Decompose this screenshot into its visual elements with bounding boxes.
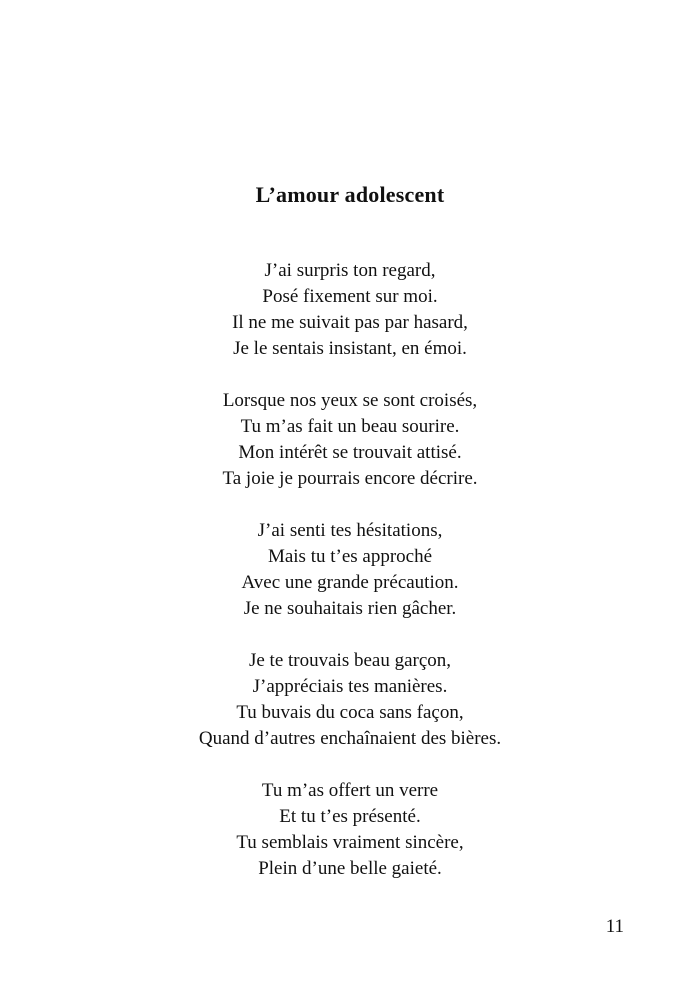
poem-line: Il ne me suivait pas par hasard, [232, 312, 468, 333]
stanza-1 [0, 258, 700, 362]
poem-line: Mais tu t’es approché [267, 546, 433, 567]
poem-line: Tu semblais vraiment sincère, [236, 832, 464, 853]
poem-line: J’appréciais tes manières. [252, 676, 448, 697]
poem-line: Mon intérêt se trouvait attisé. [238, 442, 462, 463]
poem-title: L’amour adolescent [255, 182, 445, 207]
poem-line: Ta joie je pourrais encore décrire. [222, 468, 478, 489]
poem-line: Quand d’autres enchaînaient des bières. [198, 728, 502, 749]
poem-line: Tu buvais du coca sans façon, [236, 702, 464, 723]
stanza-3 [0, 518, 700, 622]
poem-line: Lorsque nos yeux se sont croisés, [222, 390, 478, 411]
stanza-4 [0, 648, 700, 752]
poem-line: J’ai senti tes hésitations, [257, 520, 443, 541]
poem-line: Posé fixement sur moi. [262, 286, 438, 307]
stanza-5 [0, 778, 700, 882]
poem-line: Plein d’une belle gaieté. [258, 858, 442, 879]
stanza-2 [0, 388, 700, 492]
poem-line: Je ne souhaitais rien gâcher. [243, 598, 457, 619]
page-number: 11 [605, 916, 624, 937]
poem-line: Et tu t’es présenté. [279, 806, 421, 827]
poem-body [0, 258, 700, 908]
poem-line: Je le sentais insistant, en émoi. [233, 338, 467, 359]
poem-line: Avec une grande précaution. [241, 572, 459, 593]
poem-line: Je te trouvais beau garçon, [248, 650, 452, 671]
poem-line: Tu m’as offert un verre [261, 780, 439, 801]
poem-line: J’ai surpris ton regard, [264, 260, 436, 281]
poem-line: Tu m’as fait un beau sourire. [240, 416, 460, 437]
